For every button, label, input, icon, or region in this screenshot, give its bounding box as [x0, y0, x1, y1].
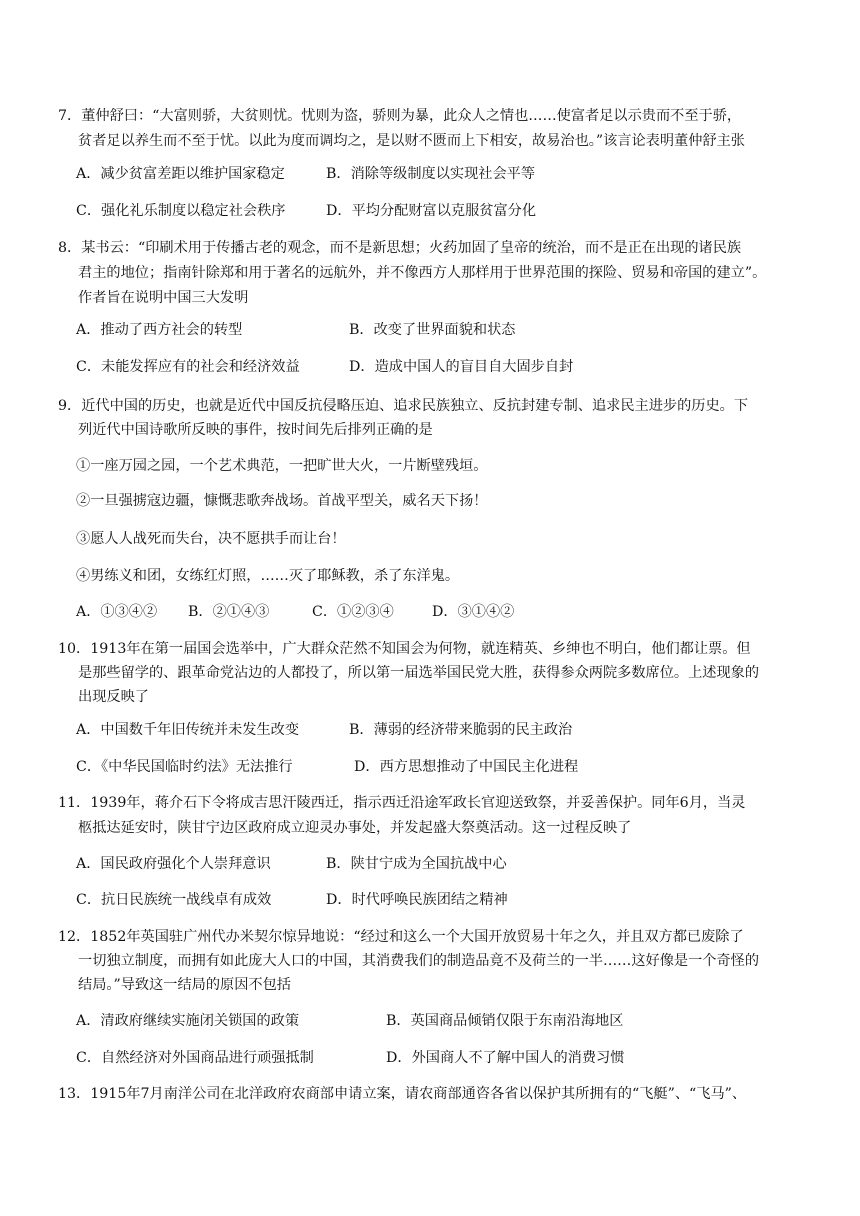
q12-option-b[interactable]: B．英国商品倾销仅限于东南沿海地区 — [386, 1013, 624, 1029]
q10-option-b[interactable]: B．薄弱的经济带来脆弱的民主政治 — [349, 722, 573, 738]
q9-stem-line2: 列近代中国诗歌所反映的事件，按时间先后排列正确的是 — [78, 422, 433, 438]
q12-option-c[interactable]: C．自然经济对外国商品进行顽强抵制 — [76, 1050, 314, 1066]
q10-stem-line1: 10．1913年在第一届国会选举中，广大群众茫然不知国会为何物，就连精英、乡绅也不明白，他们都让票。但 — [58, 641, 751, 657]
q11-stem-line1: 11．1939年，蒋介石下令将成吉思汗陵西迁，指示西迁沿途军政长官迎送致祭，并妥善保护。同年6月，当灵 — [58, 795, 746, 811]
q7-option-a[interactable]: A．减少贫富差距以维护国家稳定 — [76, 166, 285, 182]
q12-options-row2 — [76, 1046, 796, 1071]
q10-stem-line2: 是那些留学的、跟革命党沾边的人都投了，所以第一届选举国民党大胜，获得参众两院多数席位。上述现象的 — [78, 665, 760, 681]
q9-option-b[interactable]: B．②①④③ — [188, 604, 270, 620]
q10-stem-line3: 出现反映了 — [78, 689, 149, 705]
q7-stem-line2: 贫者足以养生而不至于忧。以此为度而调均之，是以财不匮而上下相安，故易治也。”该言论表明董仲舒主张 — [78, 133, 745, 149]
q7-option-b[interactable]: B．消除等级制度以实现社会平等 — [326, 166, 536, 182]
q11-option-d[interactable]: D．时代呼唤民族团结之精神 — [326, 892, 508, 908]
q7-stem-line1: 7．董仲舒曰：“大富则骄，大贫则忧。忧则为盗，骄则为暴，此众人之情也……使富者足以示贵而不至于骄， — [58, 108, 742, 124]
q7-option-c[interactable]: C．强化礼乐制度以稳定社会秩序 — [76, 203, 286, 219]
q9-item-4: ④男练义和团，女练红灯照，……灭了耶稣教，杀了东洋鬼。 — [76, 568, 460, 584]
q9-item-3: ③愿人人战死而失台，决不愿拱手而让台！ — [76, 531, 346, 547]
q9-stem-line1: 9．近代中国的历史，也就是近代中国反抗侵略压迫、追求民族独立、反抗封建专制、追求民主进步的历史。下 — [58, 398, 749, 414]
q11-options-row2 — [76, 888, 796, 913]
q10-option-a[interactable]: A．中国数千年旧传统并未发生改变 — [76, 722, 300, 738]
q8-stem-line3: 作者旨在说明中国三大发明 — [78, 290, 249, 306]
q11-option-a[interactable]: A．国民政府强化个人崇拜意识 — [76, 856, 271, 872]
q10-options-row1 — [76, 718, 796, 743]
q9-item-1: ①一座万园之园，一个艺术典范，一把旷世大火，一片断壁残垣。 — [76, 458, 488, 474]
q12-stem-line3: 结局。”导致这一结局的原因不包括 — [78, 977, 291, 993]
q7-option-d[interactable]: D．平均分配财富以克服贫富分化 — [326, 203, 537, 219]
q13-stem-line1: 13．1915年7月南洋公司在北洋政府农商部申请立案，请农商部通咨各省以保护其所拥有的“飞艇”、“飞马”、 — [58, 1086, 747, 1102]
q11-option-c[interactable]: C．抗日民族统一战线卓有成效 — [76, 892, 272, 908]
q11-stem-line2: 柩抵达延安时，陕甘宁边区政府成立迎灵办事处，并发起盛大祭奠活动。这一过程反映了 — [78, 820, 632, 836]
q7-options-row2 — [76, 199, 796, 224]
q9-options-row — [76, 600, 796, 625]
q12-options-row1 — [76, 1009, 796, 1034]
q12-option-d[interactable]: D．外国商人不了解中国人的消费习惯 — [386, 1050, 625, 1066]
q12-option-a[interactable]: A．清政府继续实施闭关锁国的政策 — [76, 1013, 300, 1029]
q9-option-c[interactable]: C．①②③④ — [312, 604, 394, 620]
q9-item-2: ②一旦强掳寇边疆，慷慨悲歌奔战场。首战平型关，威名天下扬！ — [76, 493, 488, 509]
q8-stem-line1: 8．某书云：“印刷术用于传播古老的观念，而不是新思想；火药加固了皇帝的统治，而不是正在出现的诸民族 — [58, 240, 742, 256]
q8-option-c[interactable]: C．未能发挥应有的社会和经济效益 — [76, 359, 300, 375]
q11-options-row1 — [76, 852, 796, 877]
q7-options-row1 — [76, 162, 796, 187]
q8-option-a[interactable]: A．推动了西方社会的转型 — [76, 322, 243, 338]
q10-option-d[interactable]: D．西方思想推动了中国民主化进程 — [354, 759, 579, 775]
q12-stem-line1: 12．1852年英国驻广州代办米契尔惊异地说：“经过和这么一个大国开放贸易十年之久，并且双方都已废除了 — [58, 929, 744, 945]
q10-options-row2 — [76, 755, 796, 780]
q9-option-d[interactable]: D．③①④② — [432, 604, 515, 620]
q8-options-row2 — [76, 355, 796, 380]
q11-option-b[interactable]: B．陕甘宁成为全国抗战中心 — [326, 856, 507, 872]
q12-stem-line2: 一切独立制度，而拥有如此庞大人口的中国，其消费我们的制造品竟不及荷兰的一半……这好像是一个奇怪的 — [78, 953, 760, 969]
q8-options-row1 — [76, 318, 796, 343]
q8-stem-line2: 君主的地位；指南针除郑和用于著名的远航外，并不像西方人那样用于世界范围的探险、贸易和帝国的建立”。 — [78, 265, 767, 281]
q8-option-d[interactable]: D．造成中国人的盲目自大固步自封 — [349, 359, 574, 375]
q8-option-b[interactable]: B．改变了世界面貌和状态 — [349, 322, 516, 338]
q10-option-c[interactable]: C．《中华民国临时约法》无法推行 — [76, 759, 293, 775]
q9-option-a[interactable]: A．①③④② — [76, 604, 158, 620]
